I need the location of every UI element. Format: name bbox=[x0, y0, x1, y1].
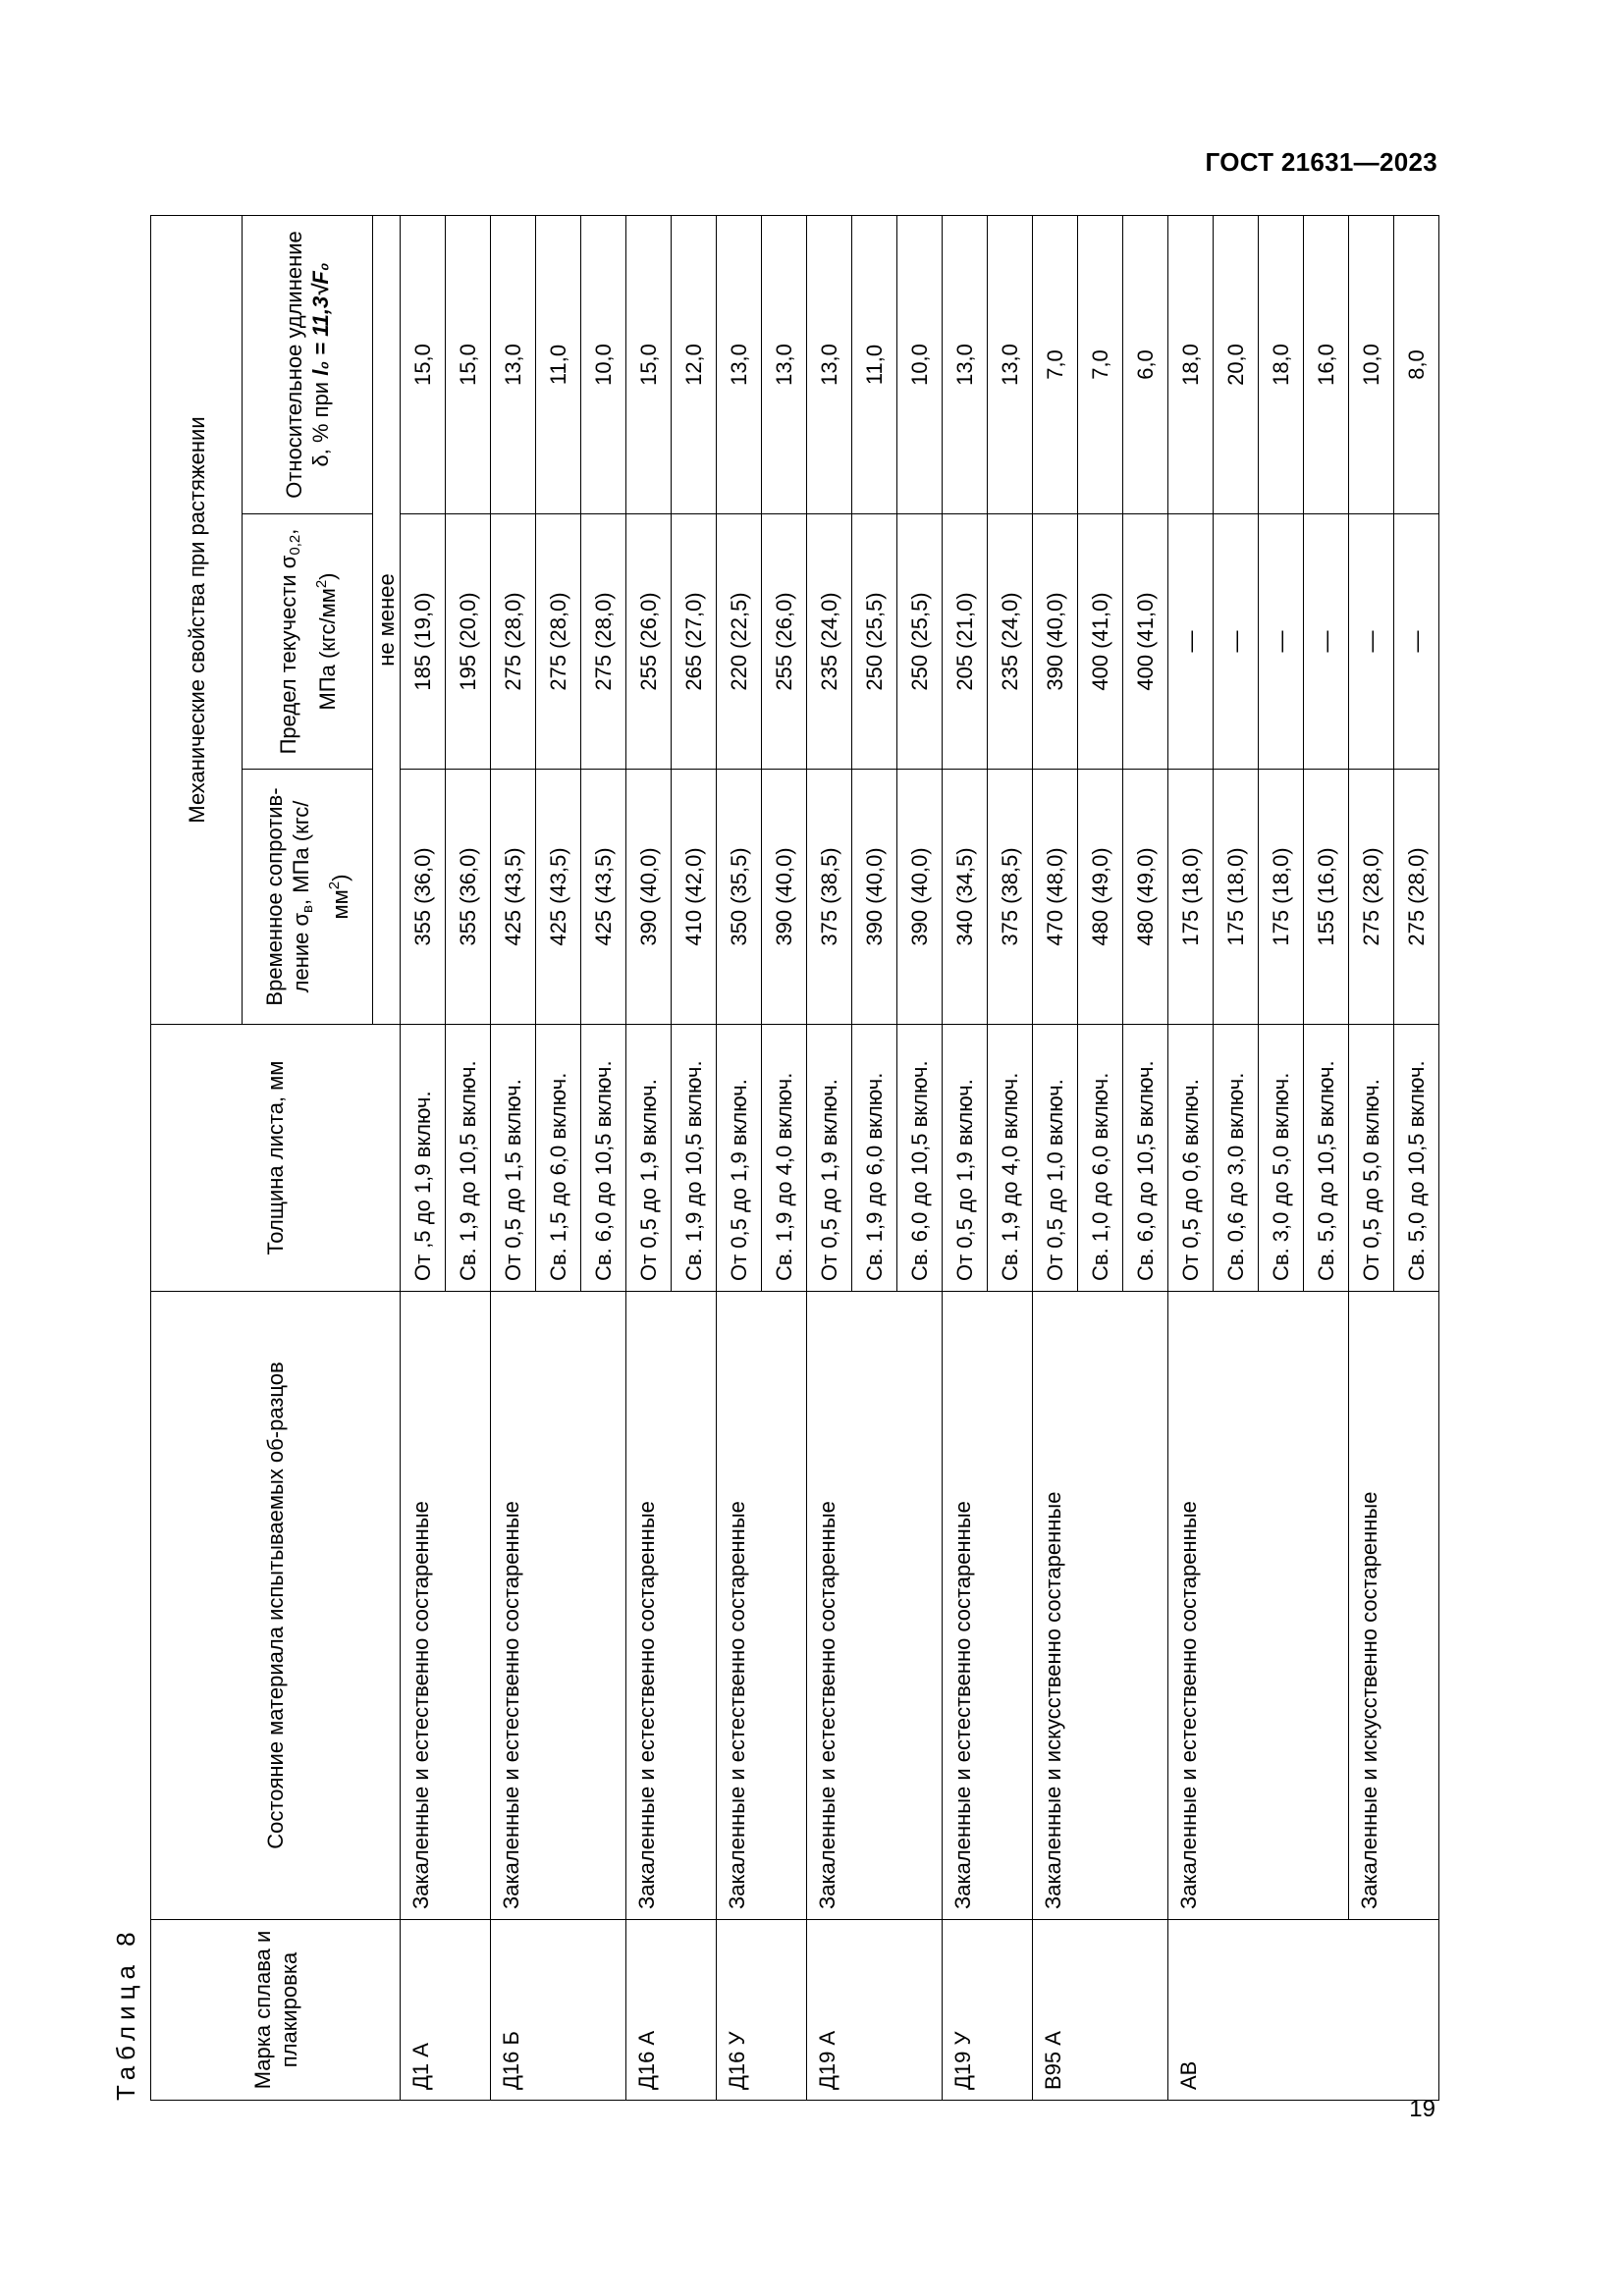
yield-strength-cell: 275 (28,0) bbox=[536, 514, 581, 770]
header-grade: Марка сплава и плакировка bbox=[151, 1920, 401, 2101]
header-yield-text: Предел текучести σ bbox=[275, 555, 300, 755]
thickness-cell: Св. 6,0 до 10,5 включ. bbox=[897, 1025, 943, 1292]
header-yield-subscript: 0,2 bbox=[286, 534, 303, 556]
yield-strength-cell: 275 (28,0) bbox=[581, 514, 626, 770]
thickness-cell: От 0,5 до 5,0 включ. bbox=[1349, 1025, 1394, 1292]
tensile-strength-cell: 175 (18,0) bbox=[1214, 770, 1259, 1025]
state-cell: Закаленные и искусственно состаренные bbox=[1033, 1292, 1168, 1920]
tensile-strength-cell: 390 (40,0) bbox=[897, 770, 943, 1025]
yield-strength-cell: — bbox=[1394, 514, 1439, 770]
state-cell: Закаленные и естественно состаренные bbox=[491, 1292, 626, 1920]
tensile-strength-cell: 480 (49,0) bbox=[1123, 770, 1168, 1025]
tensile-strength-cell: 355 (36,0) bbox=[446, 770, 491, 1025]
elongation-cell: 13,0 bbox=[943, 216, 988, 514]
tensile-strength-cell: 375 (38,5) bbox=[807, 770, 852, 1025]
yield-strength-cell: 275 (28,0) bbox=[491, 514, 536, 770]
thickness-cell: От 0,5 до 1,9 включ. bbox=[807, 1025, 852, 1292]
table-row bbox=[401, 216, 446, 2101]
document-standard-header: ГОСТ 21631—2023 bbox=[1205, 147, 1437, 177]
tensile-strength-cell: 410 (42,0) bbox=[672, 770, 717, 1025]
state-cell: Закаленные и естественно состаренные bbox=[1168, 1292, 1349, 1920]
grade-cell: Д19 У bbox=[943, 1920, 1033, 2101]
header-tensile-unit: , МПа (кгс/мм bbox=[289, 800, 352, 920]
thickness-cell: Св. 1,9 до 10,5 включ. bbox=[672, 1025, 717, 1292]
yield-strength-cell: — bbox=[1259, 514, 1304, 770]
yield-strength-cell: 255 (26,0) bbox=[626, 514, 672, 770]
state-cell: Закаленные и искусственно состаренные bbox=[1349, 1292, 1439, 1920]
table-caption: Таблица 8 bbox=[111, 1926, 140, 2101]
elongation-cell: 15,0 bbox=[626, 216, 672, 514]
yield-strength-cell: 220 (22,5) bbox=[717, 514, 762, 770]
elongation-cell: 13,0 bbox=[988, 216, 1033, 514]
elongation-cell: 13,0 bbox=[717, 216, 762, 514]
yield-strength-cell: 185 (19,0) bbox=[401, 514, 446, 770]
thickness-cell: Св. 6,0 до 10,5 включ. bbox=[581, 1025, 626, 1292]
thickness-cell: Св. 1,9 до 4,0 включ. bbox=[988, 1025, 1033, 1292]
table-row bbox=[807, 216, 852, 2101]
grade-cell: Д16 А bbox=[626, 1920, 717, 2101]
thickness-cell: От 0,5 до 1,0 включ. bbox=[1033, 1025, 1078, 1292]
tensile-strength-cell: 390 (40,0) bbox=[626, 770, 672, 1025]
elongation-cell: 15,0 bbox=[401, 216, 446, 514]
thickness-cell: От 0,5 до 0,6 включ. bbox=[1168, 1025, 1214, 1292]
elongation-cell: 16,0 bbox=[1304, 216, 1349, 514]
header-state: Состояние материала испытываемых об-разцов bbox=[151, 1292, 401, 1920]
header-tensile-strength bbox=[243, 770, 373, 1025]
mechanical-properties-table bbox=[150, 215, 1439, 2101]
yield-strength-cell: 235 (24,0) bbox=[807, 514, 852, 770]
header-yield-strength bbox=[243, 514, 373, 770]
header-tensile-superscript: 2 bbox=[326, 881, 343, 890]
header-yield-superscript: 2 bbox=[312, 579, 330, 589]
state-cell: Закаленные и естественно состаренные bbox=[401, 1292, 491, 1920]
tensile-strength-cell: 470 (48,0) bbox=[1033, 770, 1078, 1025]
thickness-cell: Св. 6,0 до 10,5 включ. bbox=[1123, 1025, 1168, 1292]
tensile-strength-cell: 375 (38,5) bbox=[988, 770, 1033, 1025]
header-tensile-close: ) bbox=[328, 874, 352, 881]
tensile-strength-cell: 275 (28,0) bbox=[1394, 770, 1439, 1025]
grade-cell: В95 А bbox=[1033, 1920, 1168, 2101]
elongation-cell: 7,0 bbox=[1033, 216, 1078, 514]
grade-cell: Д16 Б bbox=[491, 1920, 626, 2101]
tensile-strength-cell: 425 (43,5) bbox=[536, 770, 581, 1025]
elongation-cell: 13,0 bbox=[491, 216, 536, 514]
tensile-strength-cell: 425 (43,5) bbox=[491, 770, 536, 1025]
table-row bbox=[1168, 216, 1214, 2101]
thickness-cell: Св. 1,9 до 4,0 включ. bbox=[762, 1025, 807, 1292]
thickness-cell: Св. 5,0 до 10,5 включ. bbox=[1394, 1025, 1439, 1292]
table-row bbox=[1033, 216, 1078, 2101]
state-cell: Закаленные и естественно состаренные bbox=[807, 1292, 943, 1920]
header-thickness: Толщина листа, мм bbox=[151, 1025, 401, 1292]
header-yield-close: ) bbox=[314, 572, 340, 580]
elongation-cell: 15,0 bbox=[446, 216, 491, 514]
thickness-cell: Св. 3,0 до 5,0 включ. bbox=[1259, 1025, 1304, 1292]
thickness-cell: Св. 5,0 до 10,5 включ. bbox=[1304, 1025, 1349, 1292]
tensile-strength-cell: 275 (28,0) bbox=[1349, 770, 1394, 1025]
thickness-cell: Св. 1,0 до 6,0 включ. bbox=[1078, 1025, 1123, 1292]
elongation-cell: 13,0 bbox=[807, 216, 852, 514]
tensile-strength-cell: 355 (36,0) bbox=[401, 770, 446, 1025]
tensile-strength-cell: 175 (18,0) bbox=[1168, 770, 1214, 1025]
thickness-cell: От 0,5 до 1,9 включ. bbox=[717, 1025, 762, 1292]
yield-strength-cell: 250 (25,5) bbox=[897, 514, 943, 770]
thickness-cell: Св. 0,6 до 3,0 включ. bbox=[1214, 1025, 1259, 1292]
elongation-cell: 8,0 bbox=[1394, 216, 1439, 514]
grade-cell: АВ bbox=[1168, 1920, 1439, 2101]
header-elongation-text: Относительное удлинение δ, % при bbox=[282, 231, 333, 499]
yield-strength-cell: 400 (41,0) bbox=[1123, 514, 1168, 770]
tensile-strength-cell: 425 (43,5) bbox=[581, 770, 626, 1025]
table-row bbox=[1349, 216, 1394, 2101]
tensile-strength-cell: 390 (40,0) bbox=[762, 770, 807, 1025]
state-cell: Закаленные и естественно состаренные bbox=[626, 1292, 717, 1920]
elongation-cell: 6,0 bbox=[1123, 216, 1168, 514]
elongation-cell: 11,0 bbox=[852, 216, 897, 514]
yield-strength-cell: 250 (25,5) bbox=[852, 514, 897, 770]
yield-strength-cell: 195 (20,0) bbox=[446, 514, 491, 770]
elongation-cell: 13,0 bbox=[762, 216, 807, 514]
table-row bbox=[491, 216, 536, 2101]
elongation-cell: 7,0 bbox=[1078, 216, 1123, 514]
table-row bbox=[717, 216, 762, 2101]
table-row bbox=[943, 216, 988, 2101]
grade-cell: Д16 У bbox=[717, 1920, 807, 2101]
elongation-cell: 20,0 bbox=[1214, 216, 1259, 514]
elongation-cell: 10,0 bbox=[581, 216, 626, 514]
elongation-cell: 18,0 bbox=[1168, 216, 1214, 514]
header-elongation bbox=[243, 216, 373, 514]
thickness-cell: Св. 1,9 до 10,5 включ. bbox=[446, 1025, 491, 1292]
header-elongation-formula: l₀ = 11,3√F₀ bbox=[308, 262, 333, 376]
page-number: 19 bbox=[1409, 2096, 1435, 2122]
yield-strength-cell: 265 (27,0) bbox=[672, 514, 717, 770]
header-minimum-note: не менее bbox=[373, 216, 401, 1025]
header-tensile-subscript: в bbox=[299, 904, 316, 913]
grade-cell: Д19 А bbox=[807, 1920, 943, 2101]
table-body bbox=[401, 216, 1439, 2101]
thickness-cell: От 0,5 до 1,5 включ. bbox=[491, 1025, 536, 1292]
thickness-cell: От ,5 до 1,9 включ. bbox=[401, 1025, 446, 1292]
header-tensile-text: Временное сопротив-ление σ bbox=[262, 787, 313, 1006]
elongation-cell: 18,0 bbox=[1259, 216, 1304, 514]
state-cell: Закаленные и естественно состаренные bbox=[943, 1292, 1033, 1920]
tensile-strength-cell: 390 (40,0) bbox=[852, 770, 897, 1025]
thickness-cell: От 0,5 до 1,9 включ. bbox=[626, 1025, 672, 1292]
grade-cell: Д1 А bbox=[401, 1920, 491, 2101]
elongation-cell: 11,0 bbox=[536, 216, 581, 514]
header-yield-unit: , МПа (кгс/мм bbox=[275, 528, 340, 711]
table-row bbox=[626, 216, 672, 2101]
rotated-table-container bbox=[111, 216, 1429, 2101]
tensile-strength-cell: 155 (16,0) bbox=[1304, 770, 1349, 1025]
thickness-cell: Св. 1,5 до 6,0 включ. bbox=[536, 1025, 581, 1292]
yield-strength-cell: — bbox=[1214, 514, 1259, 770]
yield-strength-cell: 205 (21,0) bbox=[943, 514, 988, 770]
tensile-strength-cell: 340 (34,5) bbox=[943, 770, 988, 1025]
tensile-strength-cell: 350 (35,5) bbox=[717, 770, 762, 1025]
yield-strength-cell: — bbox=[1168, 514, 1214, 770]
tensile-strength-cell: 480 (49,0) bbox=[1078, 770, 1123, 1025]
elongation-cell: 10,0 bbox=[1349, 216, 1394, 514]
yield-strength-cell: 390 (40,0) bbox=[1033, 514, 1078, 770]
yield-strength-cell: — bbox=[1349, 514, 1394, 770]
yield-strength-cell: 235 (24,0) bbox=[988, 514, 1033, 770]
state-cell: Закаленные и естественно состаренные bbox=[717, 1292, 807, 1920]
elongation-cell: 12,0 bbox=[672, 216, 717, 514]
yield-strength-cell: — bbox=[1304, 514, 1349, 770]
header-mechanical-properties: Механические свойства при растяжении bbox=[151, 216, 243, 1025]
thickness-cell: Св. 1,9 до 6,0 включ. bbox=[852, 1025, 897, 1292]
elongation-cell: 10,0 bbox=[897, 216, 943, 514]
tensile-strength-cell: 175 (18,0) bbox=[1259, 770, 1304, 1025]
yield-strength-cell: 255 (26,0) bbox=[762, 514, 807, 770]
thickness-cell: От 0,5 до 1,9 включ. bbox=[943, 1025, 988, 1292]
yield-strength-cell: 400 (41,0) bbox=[1078, 514, 1123, 770]
